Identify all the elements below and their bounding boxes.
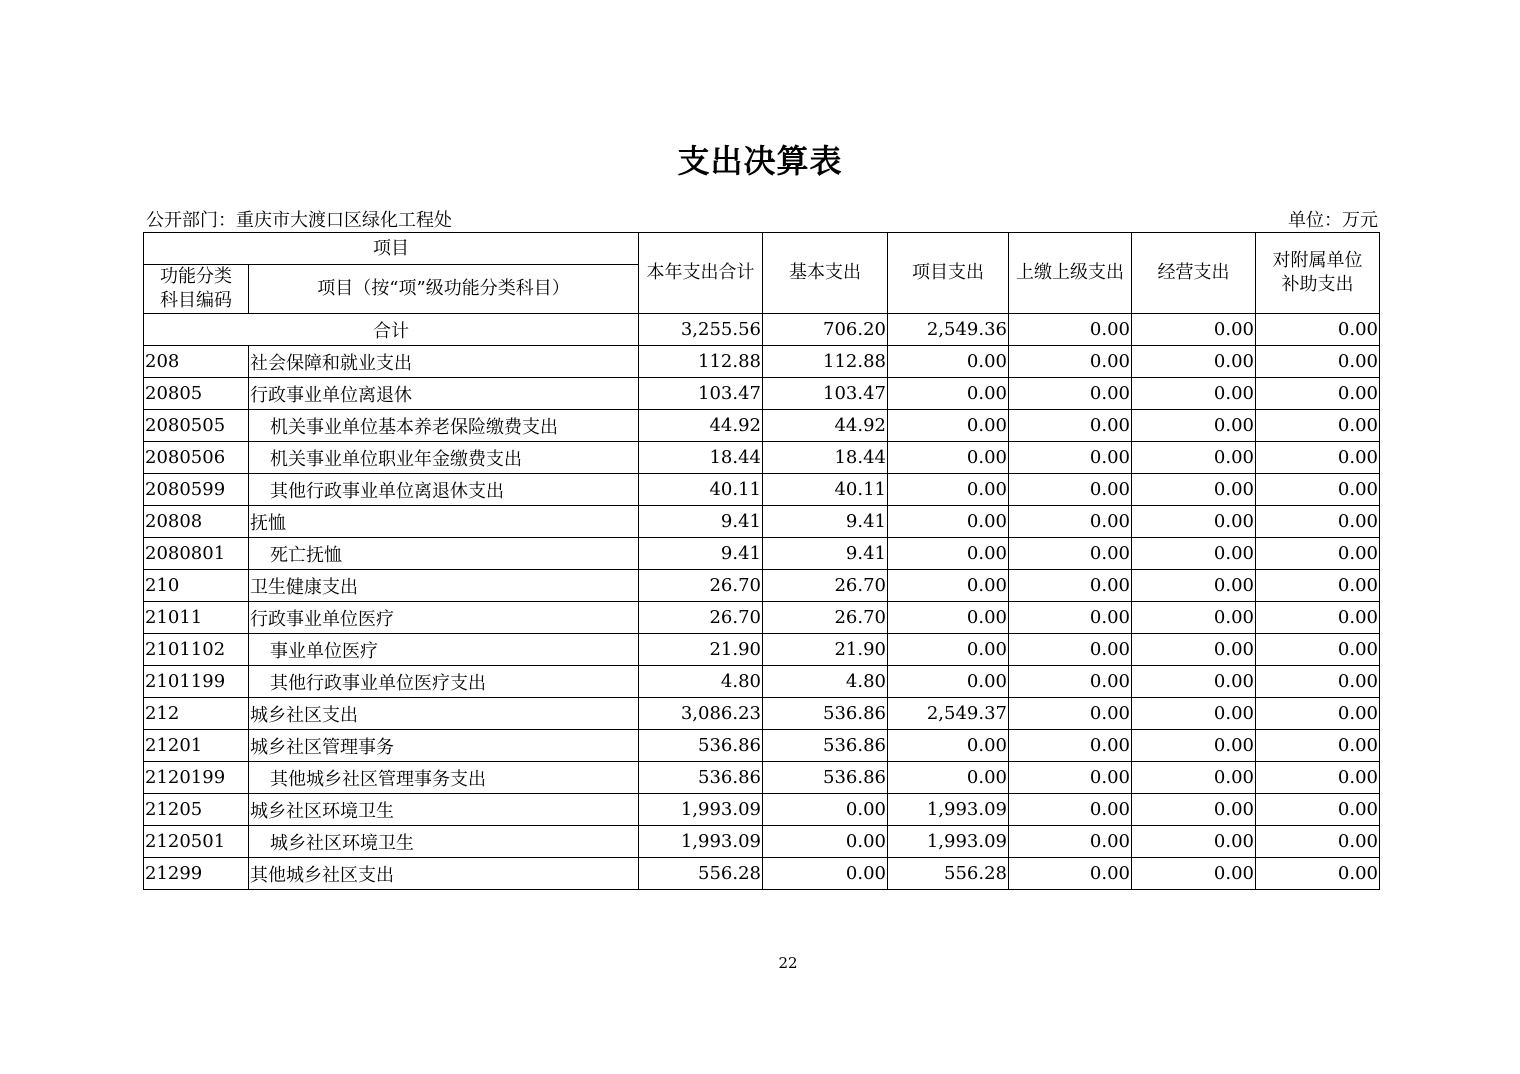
cell-code: 212: [144, 698, 249, 730]
cell-subsidy: 0.00: [1256, 634, 1380, 666]
cell-upper: 0.00: [1009, 826, 1132, 858]
cell-project: 0.00: [888, 570, 1009, 602]
cell-total: 1,993.09: [639, 826, 763, 858]
table-row: [144, 506, 1380, 538]
cell-upper: 0.00: [1009, 858, 1132, 890]
header-total: 本年支出合计: [639, 233, 763, 314]
cell-project: 1,993.09: [888, 826, 1009, 858]
cell-basic: 40.11: [763, 474, 888, 506]
cell-code: 208: [144, 346, 249, 378]
cell-business: 0.00: [1132, 858, 1256, 890]
cell-total: 44.92: [639, 410, 763, 442]
table-row: [144, 730, 1380, 762]
cell-total: 9.41: [639, 538, 763, 570]
table-header: [144, 233, 1380, 314]
table-row: [144, 826, 1380, 858]
page-title: 支出决算表: [677, 142, 843, 180]
total-cell-business: 0.00: [1132, 314, 1256, 346]
cell-business: 0.00: [1132, 794, 1256, 826]
cell-name: 行政事业单位离退休: [249, 378, 639, 410]
cell-business: 0.00: [1132, 826, 1256, 858]
cell-subsidy: 0.00: [1256, 442, 1380, 474]
cell-basic: 536.86: [763, 730, 888, 762]
cell-code: 2080599: [144, 474, 249, 506]
cell-code: 20808: [144, 506, 249, 538]
cell-project: 0.00: [888, 410, 1009, 442]
cell-project: 0.00: [888, 474, 1009, 506]
total-row: [144, 314, 1380, 346]
cell-name: 事业单位医疗: [249, 634, 639, 666]
cell-upper: 0.00: [1009, 666, 1132, 698]
total-cell-basic: 706.20: [763, 314, 888, 346]
cell-code: 21011: [144, 602, 249, 634]
cell-basic: 536.86: [763, 762, 888, 794]
cell-subsidy: 0.00: [1256, 506, 1380, 538]
table-body: [144, 314, 1380, 890]
cell-name: 城乡社区环境卫生: [249, 826, 639, 858]
cell-code: 2080505: [144, 410, 249, 442]
cell-project: 556.28: [888, 858, 1009, 890]
cell-basic: 4.80: [763, 666, 888, 698]
header-subsidy-line2: 补助支出: [1281, 274, 1354, 295]
total-cell-upper: 0.00: [1009, 314, 1132, 346]
cell-project: 0.00: [888, 634, 1009, 666]
cell-code: 2101102: [144, 634, 249, 666]
table-row: [144, 474, 1380, 506]
table-row: [144, 410, 1380, 442]
cell-project: 2,549.37: [888, 698, 1009, 730]
cell-total: 536.86: [639, 730, 763, 762]
cell-basic: 536.86: [763, 698, 888, 730]
cell-total: 26.70: [639, 602, 763, 634]
cell-subsidy: 0.00: [1256, 858, 1380, 890]
cell-upper: 0.00: [1009, 794, 1132, 826]
cell-basic: 44.92: [763, 410, 888, 442]
cell-subsidy: 0.00: [1256, 762, 1380, 794]
cell-code: 2120501: [144, 826, 249, 858]
cell-name: 其他城乡社区管理事务支出: [249, 762, 639, 794]
cell-total: 1,993.09: [639, 794, 763, 826]
cell-subsidy: 0.00: [1256, 666, 1380, 698]
header-project-expense: 项目支出: [888, 233, 1009, 314]
cell-total: 112.88: [639, 346, 763, 378]
cell-business: 0.00: [1132, 474, 1256, 506]
table-row: [144, 346, 1380, 378]
cell-upper: 0.00: [1009, 634, 1132, 666]
cell-subsidy: 0.00: [1256, 410, 1380, 442]
header-upper: 上缴上级支出: [1009, 233, 1132, 314]
cell-subsidy: 0.00: [1256, 698, 1380, 730]
cell-upper: 0.00: [1009, 762, 1132, 794]
header-name: 项目（按“项”级功能分类科目）: [249, 265, 639, 314]
cell-subsidy: 0.00: [1256, 378, 1380, 410]
cell-total: 9.41: [639, 506, 763, 538]
table-row: [144, 602, 1380, 634]
cell-project: 1,993.09: [888, 794, 1009, 826]
table-row: [144, 858, 1380, 890]
cell-name: 其他行政事业单位离退休支出: [249, 474, 639, 506]
cell-name: 城乡社区管理事务: [249, 730, 639, 762]
table-row: [144, 762, 1380, 794]
table-row: [144, 698, 1380, 730]
cell-project: 0.00: [888, 730, 1009, 762]
cell-total: 103.47: [639, 378, 763, 410]
cell-name: 社会保障和就业支出: [249, 346, 639, 378]
cell-basic: 103.47: [763, 378, 888, 410]
total-cell-project: 2,549.36: [888, 314, 1009, 346]
cell-upper: 0.00: [1009, 730, 1132, 762]
cell-subsidy: 0.00: [1256, 346, 1380, 378]
total-cell-total: 3,255.56: [639, 314, 763, 346]
cell-name: 抚恤: [249, 506, 639, 538]
cell-name: 其他行政事业单位医疗支出: [249, 666, 639, 698]
cell-basic: 0.00: [763, 794, 888, 826]
cell-project: 0.00: [888, 538, 1009, 570]
cell-total: 21.90: [639, 634, 763, 666]
cell-name: 城乡社区支出: [249, 698, 639, 730]
cell-total: 536.86: [639, 762, 763, 794]
cell-business: 0.00: [1132, 602, 1256, 634]
cell-basic: 21.90: [763, 634, 888, 666]
cell-subsidy: 0.00: [1256, 570, 1380, 602]
cell-upper: 0.00: [1009, 410, 1132, 442]
cell-project: 0.00: [888, 666, 1009, 698]
cell-name: 卫生健康支出: [249, 570, 639, 602]
cell-business: 0.00: [1132, 442, 1256, 474]
header-project: 项目: [144, 233, 639, 265]
cell-code: 2101199: [144, 666, 249, 698]
unit-label: 单位：万元: [1288, 210, 1378, 231]
cell-name: 行政事业单位医疗: [249, 602, 639, 634]
cell-basic: 9.41: [763, 506, 888, 538]
table-row: [144, 794, 1380, 826]
cell-business: 0.00: [1132, 634, 1256, 666]
cell-subsidy: 0.00: [1256, 794, 1380, 826]
cell-basic: 26.70: [763, 570, 888, 602]
cell-business: 0.00: [1132, 410, 1256, 442]
header-basic: 基本支出: [763, 233, 888, 314]
header-business: 经营支出: [1132, 233, 1256, 314]
cell-business: 0.00: [1132, 538, 1256, 570]
header-code-line1: 功能分类: [160, 266, 232, 287]
cell-code: 2120199: [144, 762, 249, 794]
cell-total: 18.44: [639, 442, 763, 474]
cell-basic: 26.70: [763, 602, 888, 634]
cell-total: 556.28: [639, 858, 763, 890]
cell-subsidy: 0.00: [1256, 602, 1380, 634]
cell-project: 0.00: [888, 762, 1009, 794]
header-subsidy: [1256, 233, 1380, 314]
cell-total: 3,086.23: [639, 698, 763, 730]
cell-upper: 0.00: [1009, 602, 1132, 634]
cell-total: 26.70: [639, 570, 763, 602]
table-row: [144, 570, 1380, 602]
cell-basic: 112.88: [763, 346, 888, 378]
cell-business: 0.00: [1132, 762, 1256, 794]
cell-basic: 0.00: [763, 826, 888, 858]
header-code-line2: 科目编码: [160, 290, 232, 311]
department-label: 公开部门：重庆市大渡口区绿化工程处: [146, 210, 452, 231]
cell-business: 0.00: [1132, 698, 1256, 730]
cell-upper: 0.00: [1009, 698, 1132, 730]
cell-subsidy: 0.00: [1256, 730, 1380, 762]
cell-business: 0.00: [1132, 346, 1256, 378]
cell-business: 0.00: [1132, 506, 1256, 538]
cell-upper: 0.00: [1009, 538, 1132, 570]
table-row: [144, 666, 1380, 698]
total-cell-subsidy: 0.00: [1256, 314, 1380, 346]
cell-code: 21201: [144, 730, 249, 762]
cell-upper: 0.00: [1009, 346, 1132, 378]
header-subsidy-line1: 对附属单位: [1272, 250, 1363, 271]
cell-code: 21299: [144, 858, 249, 890]
cell-upper: 0.00: [1009, 570, 1132, 602]
header-code: [144, 265, 249, 314]
cell-business: 0.00: [1132, 570, 1256, 602]
cell-project: 0.00: [888, 602, 1009, 634]
cell-code: 2080801: [144, 538, 249, 570]
cell-upper: 0.00: [1009, 378, 1132, 410]
cell-code: 210: [144, 570, 249, 602]
cell-name: 机关事业单位基本养老保险缴费支出: [249, 410, 639, 442]
cell-total: 40.11: [639, 474, 763, 506]
cell-project: 0.00: [888, 442, 1009, 474]
cell-business: 0.00: [1132, 666, 1256, 698]
cell-total: 4.80: [639, 666, 763, 698]
cell-project: 0.00: [888, 506, 1009, 538]
cell-basic: 0.00: [763, 858, 888, 890]
cell-subsidy: 0.00: [1256, 474, 1380, 506]
cell-subsidy: 0.00: [1256, 826, 1380, 858]
cell-business: 0.00: [1132, 730, 1256, 762]
cell-code: 20805: [144, 378, 249, 410]
cell-name: 机关事业单位职业年金缴费支出: [249, 442, 639, 474]
cell-name: 城乡社区环境卫生: [249, 794, 639, 826]
table-row: [144, 634, 1380, 666]
cell-project: 0.00: [888, 346, 1009, 378]
cell-upper: 0.00: [1009, 506, 1132, 538]
page-number: 22: [778, 954, 798, 972]
table-row: [144, 378, 1380, 410]
cell-basic: 9.41: [763, 538, 888, 570]
cell-name: 死亡抚恤: [249, 538, 639, 570]
cell-project: 0.00: [888, 378, 1009, 410]
cell-code: 2080506: [144, 442, 249, 474]
cell-business: 0.00: [1132, 378, 1256, 410]
expense-table: [143, 232, 1380, 890]
cell-upper: 0.00: [1009, 474, 1132, 506]
table-row: [144, 442, 1380, 474]
cell-subsidy: 0.00: [1256, 538, 1380, 570]
cell-upper: 0.00: [1009, 442, 1132, 474]
total-label: 合计: [144, 314, 639, 346]
cell-basic: 18.44: [763, 442, 888, 474]
cell-code: 21205: [144, 794, 249, 826]
cell-name: 其他城乡社区支出: [249, 858, 639, 890]
table-row: [144, 538, 1380, 570]
